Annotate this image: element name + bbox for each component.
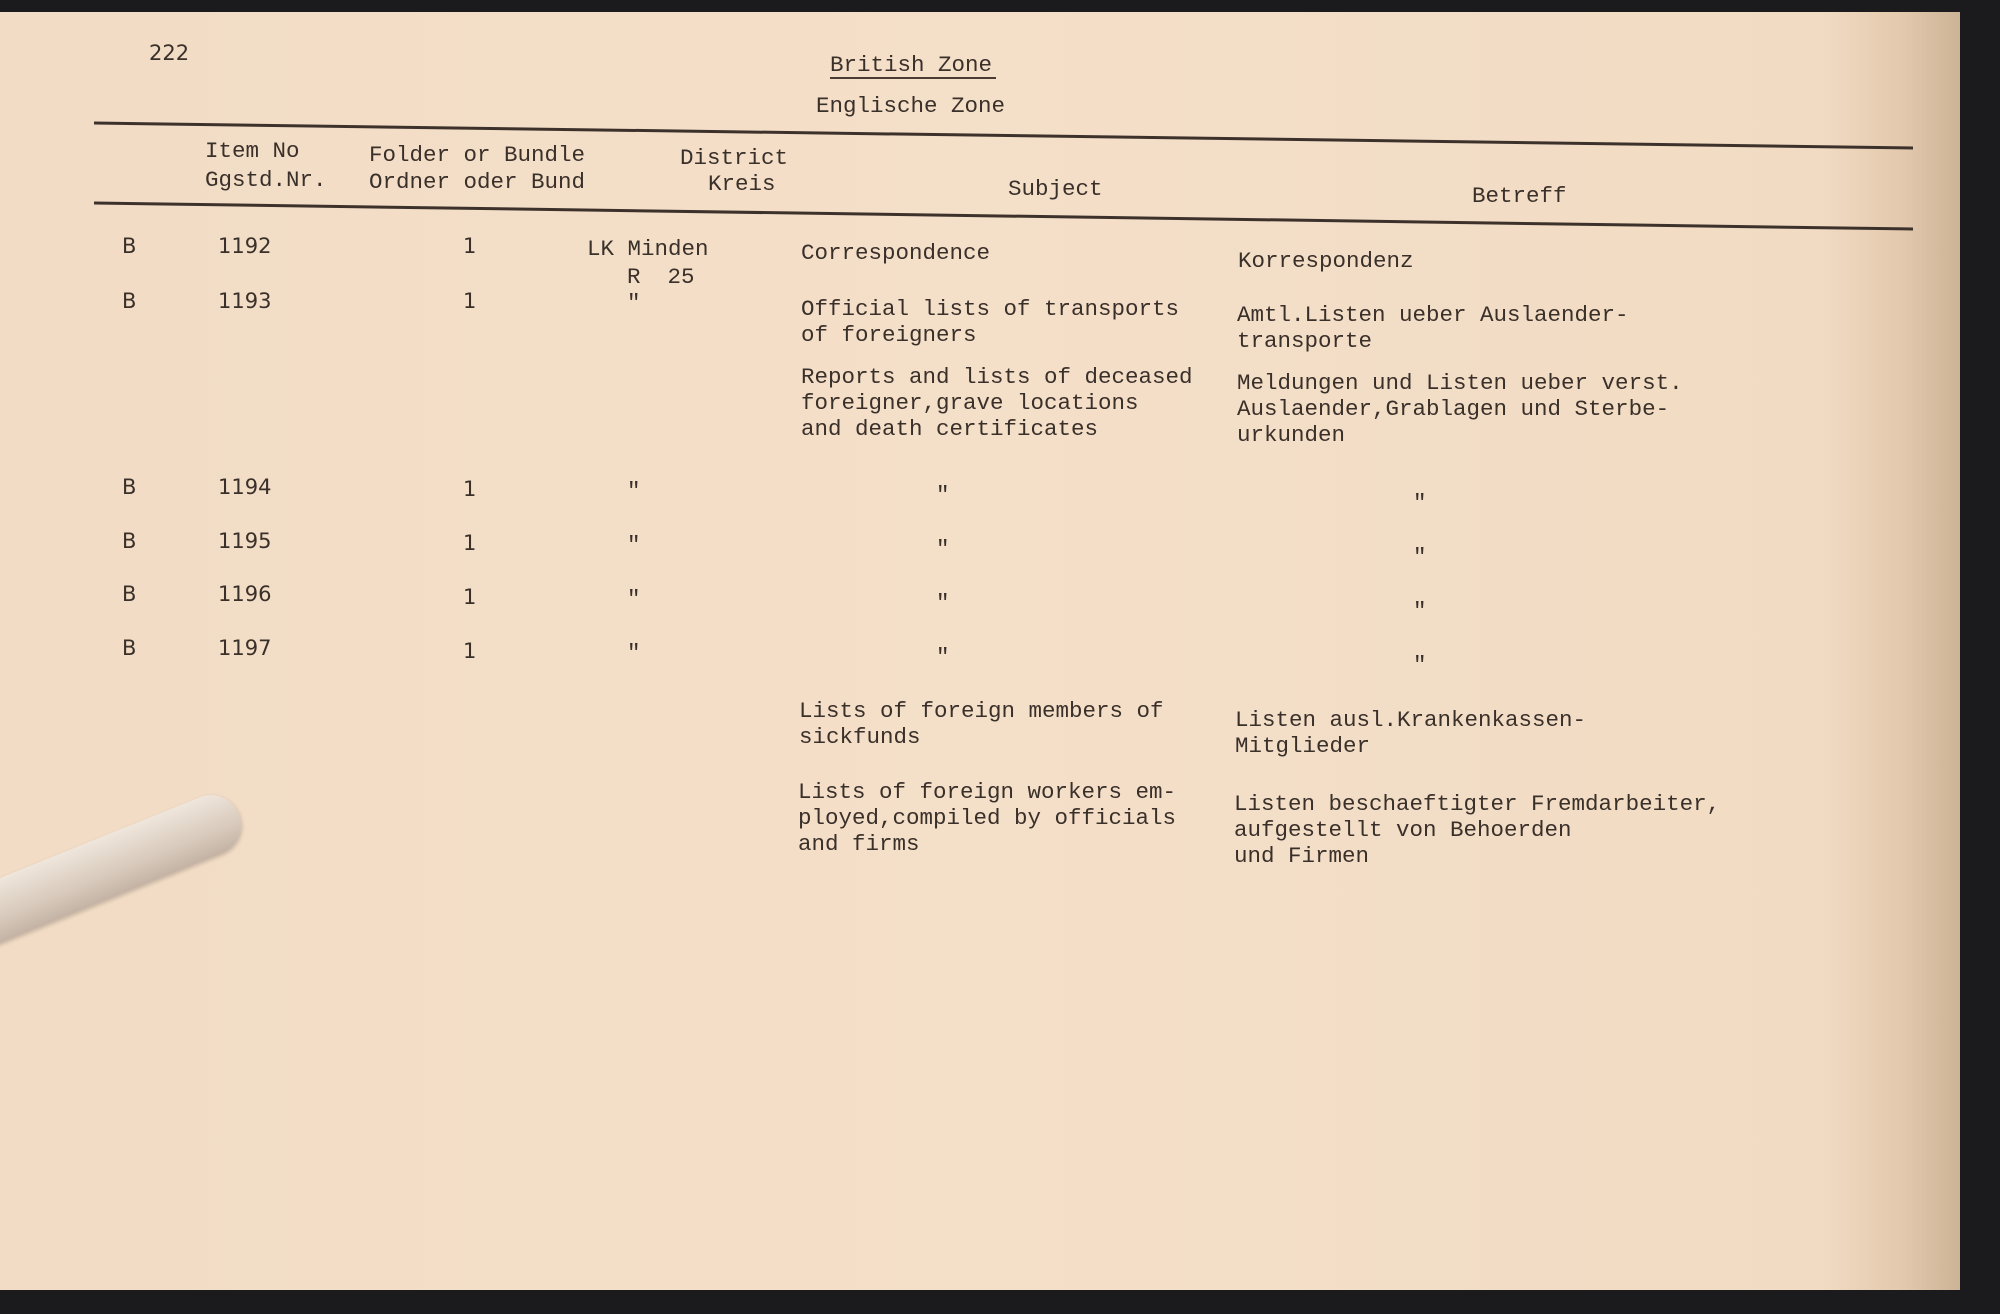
row-folder: 1 (463, 477, 477, 501)
row-district: " (627, 586, 641, 612)
row-district: " (627, 640, 641, 666)
row-betreff: Meldungen und Listen ueber verst. (1237, 370, 1683, 396)
table-rules (0, 12, 1960, 1290)
row-prefix: B (122, 582, 137, 606)
header-item-no: Item No (205, 138, 300, 164)
header-subject: Subject (1008, 176, 1103, 202)
header-ordner: Ordner oder Bund (369, 169, 586, 195)
row-subject-line2: sickfunds (799, 724, 921, 750)
row-folder: 1 (463, 639, 477, 663)
row-district: " (627, 532, 641, 558)
row-folder: 1 (463, 585, 477, 609)
page-number: 222 (149, 41, 190, 65)
header-folder: Folder or Bundle (369, 142, 586, 168)
row-betreff: " (1413, 652, 1427, 678)
row-subject: " (936, 482, 950, 508)
row-subject-line3: and death certificates (801, 416, 1099, 442)
row-prefix: B (122, 475, 137, 499)
row-subject: " (936, 536, 950, 562)
row-subject: Lists of foreign members of (799, 698, 1164, 724)
row-subject-line2: foreigner,grave locations (801, 390, 1139, 416)
row-betreff-line2: Auslaender,Grablagen und Sterbe- (1237, 396, 1670, 422)
header-betreff: Betreff (1472, 183, 1567, 209)
row-betreff: " (1413, 598, 1427, 624)
header-district: District (680, 145, 789, 171)
header-bottom-rule (94, 203, 1913, 229)
row-subject: Official lists of transports (801, 296, 1180, 322)
row-betreff-line3: und Firmen (1234, 843, 1370, 869)
row-prefix: B (122, 289, 137, 313)
row-item-no: 1192 (218, 234, 272, 258)
header-ggstd-nr: Ggstd.Nr. (205, 167, 327, 193)
row-subject-line2: of foreigners (801, 322, 977, 348)
row-folder: 1 (463, 531, 477, 555)
row-betreff-line2: Mitglieder (1235, 733, 1371, 759)
row-item-no: 1197 (218, 636, 272, 660)
row-prefix: B (122, 529, 137, 553)
row-betreff: Listen beschaeftigter Fremdarbeiter, (1234, 791, 1721, 817)
header-kreis: Kreis (708, 171, 776, 197)
row-item-no: 1194 (218, 475, 272, 499)
row-betreff: Korrespondenz (1238, 248, 1414, 274)
page-subtitle: Englische Zone (816, 93, 1006, 119)
row-betreff: Amtl.Listen ueber Auslaender- (1237, 302, 1629, 328)
row-betreff-line2: transporte (1237, 328, 1373, 354)
row-item-no: 1193 (218, 289, 272, 313)
row-subject-line3: and firms (798, 831, 920, 857)
row-betreff: " (1413, 490, 1427, 516)
row-prefix: B (122, 636, 137, 660)
row-subject: Reports and lists of deceased (801, 364, 1193, 390)
row-district-line2: R 25 (627, 264, 695, 290)
row-betreff: Listen ausl.Krankenkassen- (1235, 707, 1587, 733)
row-prefix: B (122, 234, 137, 258)
row-district: " (627, 478, 641, 504)
row-subject: " (936, 590, 950, 616)
row-folder: 1 (463, 234, 477, 258)
row-betreff-line2: aufgestellt von Behoerden (1234, 817, 1572, 843)
row-subject-line2: ployed,compiled by officials (798, 805, 1177, 831)
row-item-no: 1196 (218, 582, 272, 606)
row-subject: " (936, 644, 950, 670)
row-district: " (627, 290, 641, 316)
header-top-rule (94, 123, 1913, 148)
row-folder: 1 (463, 289, 477, 313)
row-district: LK Minden (587, 236, 709, 262)
row-subject: Lists of foreign workers em- (798, 779, 1177, 805)
page-title: British Zone (830, 52, 993, 78)
document-page (0, 12, 1960, 1290)
row-item-no: 1195 (218, 529, 272, 553)
row-subject: Correspondence (801, 240, 991, 266)
row-betreff: " (1413, 544, 1427, 570)
row-betreff-line3: urkunden (1237, 422, 1346, 448)
